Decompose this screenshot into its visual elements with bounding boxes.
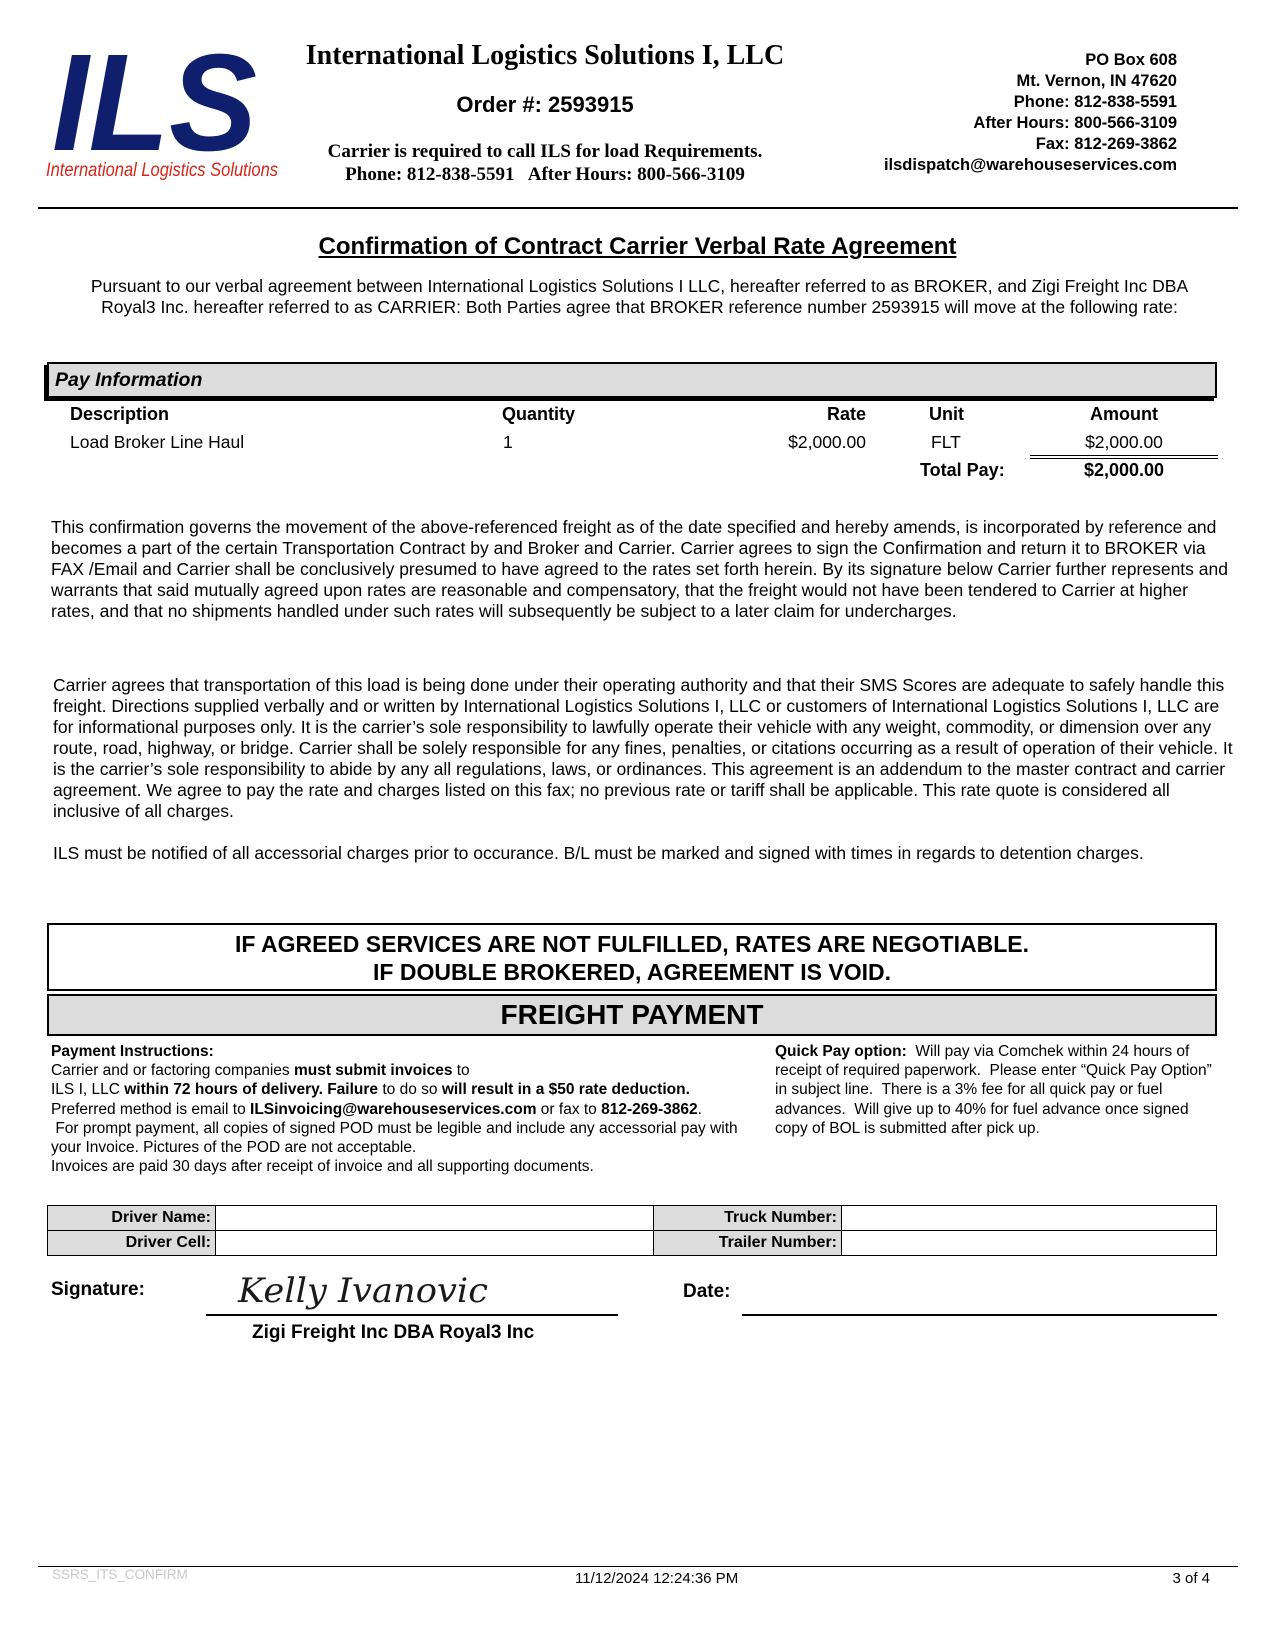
col-description: Description [70,404,170,424]
print-timestamp: 11/12/2024 12:24:36 PM [575,1570,739,1587]
instruction-text: Preferred method is email to [51,1100,251,1118]
row-quantity: 1 [503,432,513,452]
header-divider [38,207,1238,209]
pay-information-title: Pay Information [55,369,203,391]
confirmation-title: Confirmation of Contract Carrier Verbal Rate Agreement [318,233,957,260]
date-line[interactable] [742,1314,1217,1316]
svg-text:Kelly Ivanovic: Kelly Ivanovic [236,1271,488,1311]
total-pay-value: $2,000.00 [1083,460,1165,480]
driver-name-label: Driver Name: [48,1206,216,1231]
carrier-note-line: Carrier is required to call ILS for load Requirements. [327,141,763,162]
row-description: Load Broker Line Haul [70,432,245,452]
amount-divider [1030,458,1218,459]
footer-divider [38,1566,1238,1567]
carrier-company-name: Zigi Freight Inc DBA Royal3 Inc [252,1322,535,1343]
terms-paragraph-3: ILS must be notified of all accessorial charges prior to occurance. B/L must be marked and signed with times in regards to detention charges. [53,843,1144,863]
quick-pay-text: Will pay via Comchek within 24 hours of receipt of required paperwork. Please enter “Quick Pay Option” in subject line. There is a 3% fee for all quick pay or fuel advances. Will give up to 40% for fuel advance once signed copy of BOL is submitted after pick up. [775,1043,1217,1137]
trailer-number-label: Trailer Number: [654,1231,842,1256]
row-unit: FLT [931,432,961,452]
instruction-emphasis: within 72 hours of delivery. Failure [124,1081,379,1099]
carrier-phones-line: Phone: 812-838-5591 After Hours: 800-566-3109 [345,164,745,185]
payment-instructions [51,1042,771,1176]
instruction-line: Invoices are paid 30 days after receipt of invoice and all supporting documents. [51,1158,594,1176]
terms-paragraph-2: Carrier agrees that transportation of this load is being done under their operating authority and that their SMS Scores are adequate to safely handle this freight. Directions supplied verbally and or written by International Logistics Solutions I, LLC or customers of International Logistics Solutions I, LLC are for informational purposes only. It is the carrier’s sole responsibility to lawfully operate their vehicle with any weight, commodity, or dimension over any route, road, highway, or bridge. Carrier shall be solely responsible for any fines, penalties, or citations occurring as a result of operation of their vehicle. It is the carrier’s sole responsibility to abide by any all regulations, laws, or ordinances. This agreement is an addendum to the master contract and carrier agreement. We agree to pay the rate and charges listed on this fax; no previous rate or tariff shall be applicable. This rate quote is considered all inclusive of all charges. [53,675,1233,821]
quick-pay-title: Quick Pay option: [775,1043,907,1060]
broker-address [884,50,1177,176]
page-number: 3 of 4 [1172,1570,1210,1587]
instruction-emphasis: must submit invoices [293,1062,453,1080]
instruction-text: to do so [378,1081,442,1099]
trailer-number-field[interactable] [842,1231,1217,1256]
amount-divider [1030,455,1218,456]
signature-label: Signature: [51,1279,145,1300]
truck-number-label: Truck Number: [654,1206,842,1231]
driver-name-field[interactable] [216,1206,654,1231]
col-rate: Rate [826,404,866,424]
notice-line-1: IF AGREED SERVICES ARE NOT FULFILLED, RATES ARE NEGOTIABLE. [235,931,1029,957]
confirmation-intro: Pursuant to our verbal agreement between International Logistics Solutions I LLC, hereafter referred to as BROKER, and Zigi Freight Inc DBA Royal3 Inc. hereafter referred to as CARRIER: Both Parties agree that BROKER reference number 2593915 will move at the following rate: [90,276,1189,317]
col-amount: Amount [1090,404,1158,424]
instruction-line: For prompt payment, all copies of signed POD must be legible and include any accessorial pay with your Invoice. Pictures of the POD are not acceptable. [51,1119,742,1157]
freight-payment-header: FREIGHT PAYMENT [47,994,1217,1036]
address-fax: Fax: 812-269-3862 [1035,135,1177,153]
agreement-notice [47,923,1217,991]
row-rate: $2,000.00 [788,432,866,452]
pay-information-header [47,362,1217,398]
instruction-text: to [452,1062,470,1080]
carrier-call-note [300,140,790,186]
row-amount: $2,000.00 [1085,432,1163,452]
notice-line-2: IF DOUBLE BROKERED, AGREEMENT IS VOID. [373,959,891,985]
instruction-emphasis: will result in a $50 rate deduction. [441,1081,690,1099]
instruction-text: ILS I, LLC [51,1081,125,1099]
order-number: Order #: 2593915 [456,92,634,117]
payment-instructions-title: Payment Instructions: [51,1043,214,1060]
instruction-text: . [697,1100,702,1118]
instruction-line [51,1080,771,1099]
dispatch-email[interactable]: ilsdispatch@warehouseservices.com [883,156,1177,174]
invoicing-email[interactable]: ILSinvoicing@warehouseservices.com [250,1100,537,1118]
address-phone: Phone: 812-838-5591 [1013,93,1177,111]
handwritten-signature [236,1262,496,1322]
instruction-text: Carrier and or factoring companies [51,1062,294,1080]
driver-cell-label: Driver Cell: [48,1231,216,1256]
instruction-line [51,1100,771,1119]
table-row [48,1206,1217,1231]
signature-line[interactable] [206,1314,618,1316]
col-unit: Unit [929,404,964,424]
address-line: PO Box 608 [1085,51,1177,69]
driver-cell-field[interactable] [216,1231,654,1256]
address-line: Mt. Vernon, IN 47620 [1016,72,1177,90]
invoicing-fax: 812-269-3862 [601,1100,698,1118]
report-id: SSRS_ITS_CONFIRM [52,1567,188,1582]
quick-pay-option [775,1042,1215,1138]
date-label: Date: [683,1281,731,1302]
ils-logo [46,38,284,188]
company-name: International Logistics Solutions I, LLC [305,40,785,71]
instruction-line [51,1061,771,1080]
table-row [48,1231,1217,1256]
instruction-text: or fax to [536,1100,602,1118]
svg-text:International Logistics Soluti: International Logistics Solutions [46,160,279,181]
truck-number-field[interactable] [842,1206,1217,1231]
address-after-hours: After Hours: 800-566-3109 [973,114,1177,132]
total-pay-label: Total Pay: [920,460,1005,480]
svg-text:ILS: ILS [52,38,257,180]
driver-info-table [47,1205,1217,1256]
terms-paragraph-1: This confirmation governs the movement of the above-referenced freight as of the date specified and hereby amends, is incorporated by reference and becomes a part of the certain Transportation Contract by and Broker and Carrier. Carrier agrees to sign the Confirmation and return it to BROKER via FAX /Email and Carrier shall be conclusively presumed to have agreed to the rates set forth herein. By its signature below Carrier further represents and warrants that said mutually agreed upon rates are reasonable and compensatory, that the freight would not have been tendered to Carrier at higher rates, and that no shipments handled under such rates will subsequently be subject to a later claim for undercharges. [51,517,1228,621]
col-quantity: Quantity [502,404,576,424]
